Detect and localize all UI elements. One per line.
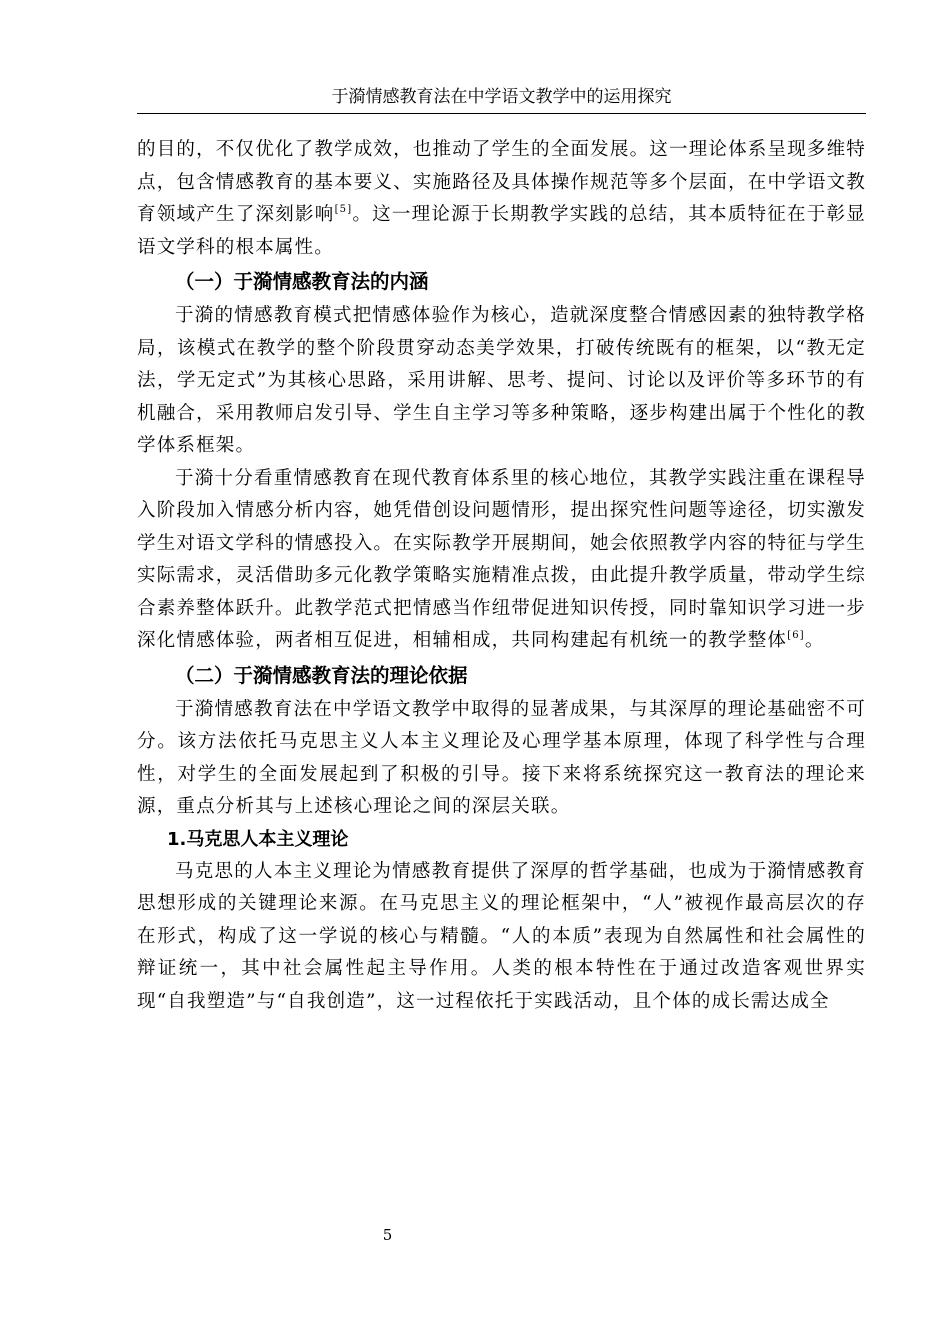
page-number: 5: [382, 1226, 393, 1244]
body-text: [137, 134, 866, 1018]
section-heading: （二）于漪情感教育法的理论依据: [175, 663, 468, 687]
paragraph: 于漪情感教育法在中学语文教学中取得的显著成果，与其深厚的理论基础密不可分。该方法依托马克思主义人本主义理论及心理学基本原理，体现了科学性与合理性，对学生的全面发展起到了积极的引导。接下来将系统探究这一教育法的理论来源，重点分析其与上述核心理论之间的深层关联。: [137, 698, 866, 817]
paragraph: 于漪的情感教育模式把情感体验作为核心，造就深度整合情感因素的独特教学格局，该模式在教学的整个阶段贯穿动态美学效果，打破传统既有的框架，以“教无定法，学无定式”为其核心思路，采用讲解、思考、提问、讨论以及评价等多环节的有机融合，采用教师启发引导、学生自主学习等多种策略，逐步构建出属于个性化的教学体系框架。: [137, 305, 866, 456]
paragraph-text: 的目的，不仅优化了教学成效，也推动了学生的全面发展。这一理论体系呈现多维特点，包含情感教育的基本要义、实施路径及具体操作规范等多个层面，在中学语文教育领域产生了深刻影响: [137, 139, 866, 225]
running-header: 于漪情感教育法在中学语文教学中的运用探究: [331, 87, 672, 107]
paragraph-text: 。: [804, 630, 825, 651]
header-rule: [137, 113, 866, 114]
paragraph: 马克思的人本主义理论为情感教育提供了深厚的哲学基础，也成为于漪情感教育思想形成的关键理论来源。在马克思主义的理论框架中，“人”被视作最高层次的存在形式，构成了这一学说的核心与精髓。“人的本质”表现为自然属性和社会属性的辩证统一，其中社会属性起主导作用。人类的根本特性在于通过改造客观世界实现“自我塑造”与“自我创造”，这一过程依托于实践活动，且个体的成长需达成全: [137, 860, 866, 1012]
paragraph-text: 于漪十分看重情感教育在现代教育体系里的核心地位，其教学实践注重在课程导入阶段加入情感分析内容，她凭借创设问题情形，提出探究性问题等途径，切实激发学生对语文学科的情感投入。在实际教学开展期间，她会依照教学内容的特征与学生实际需求，灵活借助多元化教学策略实施精准点拨，由此提升教学质量，带动学生综合素养整体跃升。此教学范式把情感当作纽带促进知识传授，同时靠知识学习进一步深化情感体验，两者相互促进，相辅相成，共同构建起有机统一的教学整体: [137, 467, 866, 651]
citation-marker: [5]: [334, 204, 353, 215]
subsection-heading: 1.马克思人本主义理论: [167, 828, 349, 850]
paragraph-text: 。这一理论源于长期教学实践的总结，其本质特征在于彰显语文学科的根本属性。: [137, 204, 866, 258]
section-heading: （一）于漪情感教育法的内涵: [175, 270, 429, 293]
citation-marker: [6]: [787, 630, 805, 641]
paragraph: [137, 134, 866, 264]
paragraph: [137, 463, 866, 658]
